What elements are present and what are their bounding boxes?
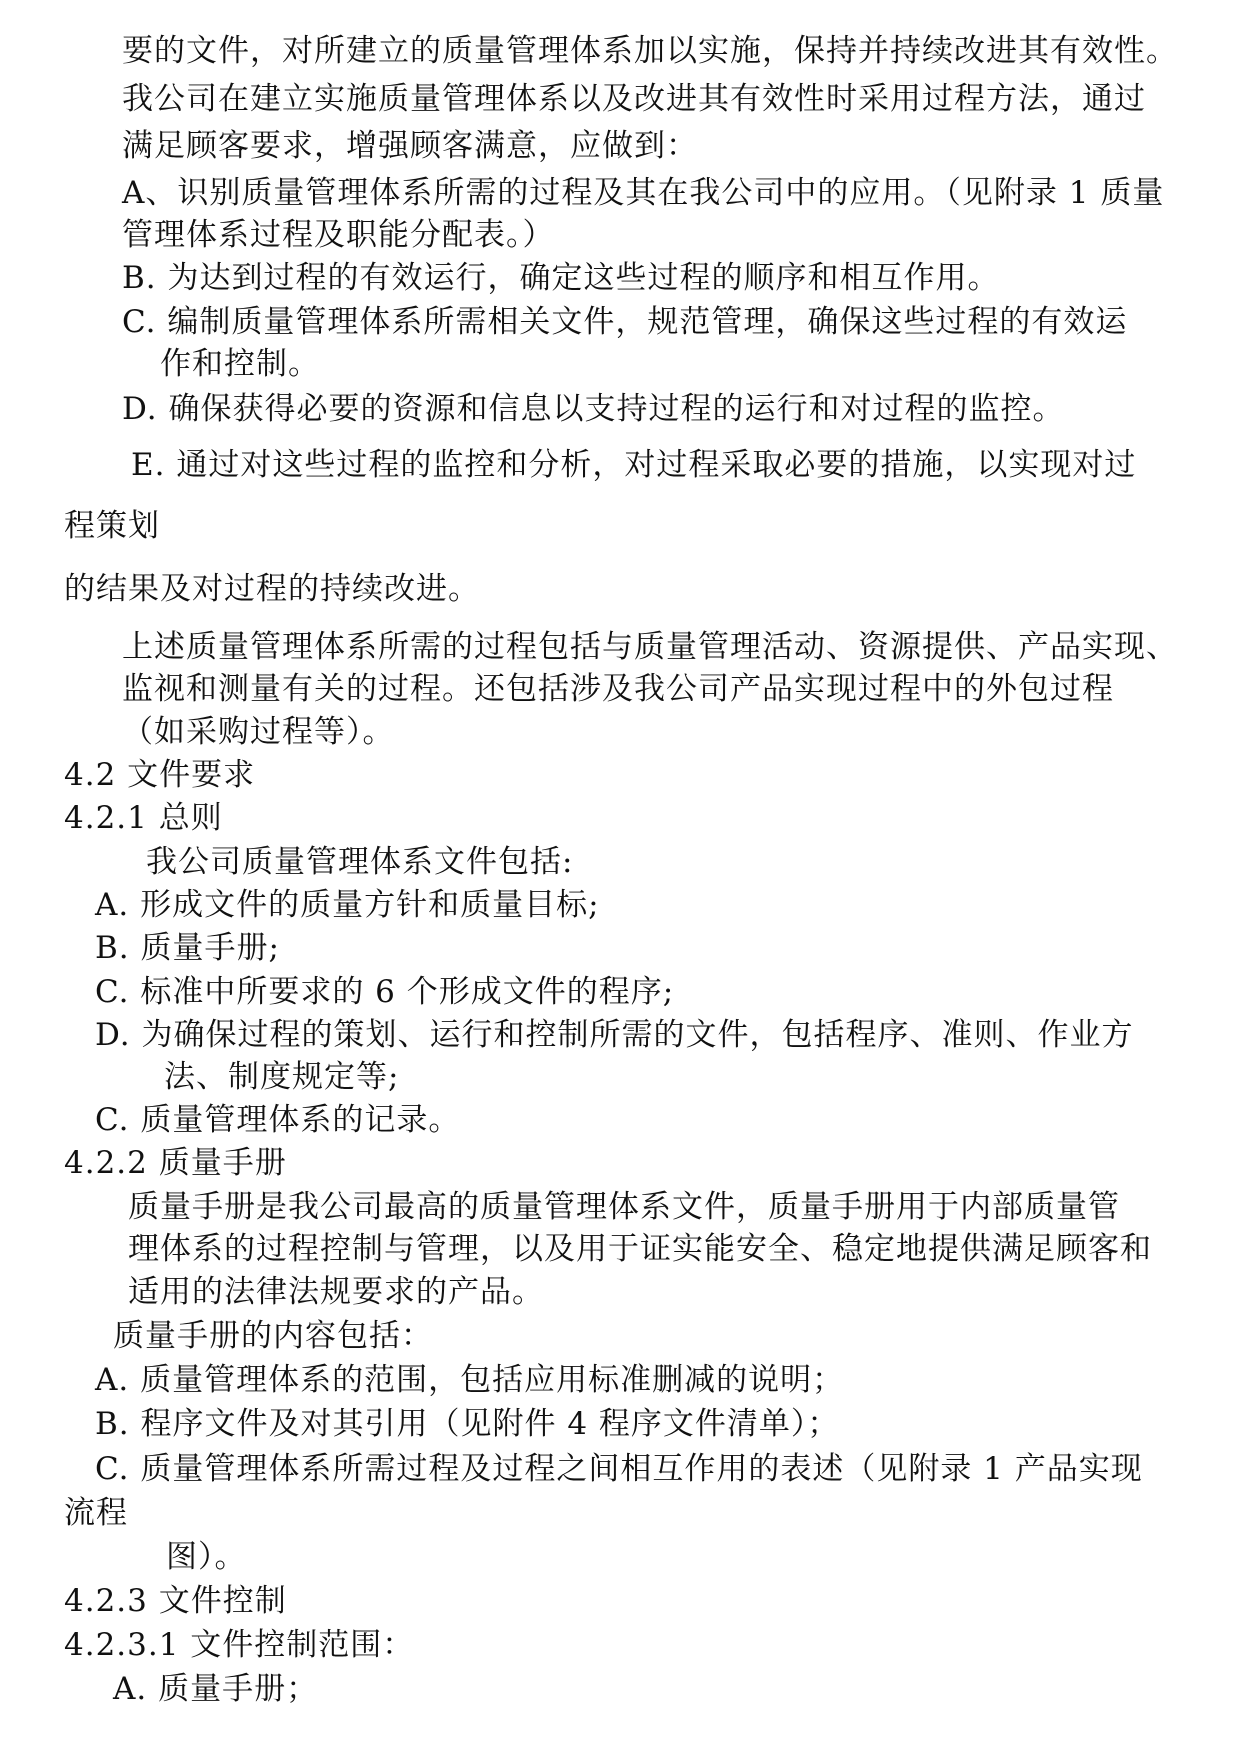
text-line: 我公司在建立实施质量管理体系以及改进其有效性时采用过程方法，通过 [122, 81, 1146, 117]
section-heading: 4.2.3.1 文件控制范围： [64, 1627, 415, 1663]
text-line: 质量手册的内容包括： [113, 1318, 433, 1354]
text-line: D. 为确保过程的策划、运行和控制所需的文件，包括程序、准则、作业方 [95, 1017, 1134, 1053]
section-heading: 4.2.3 文件控制 [64, 1583, 287, 1619]
text-line: C. 编制质量管理体系所需相关文件，规范管理，确保这些过程的有效运 [122, 304, 1128, 340]
text-line: 上述质量管理体系所需的过程包括与质量管理活动、资源提供、产品实现、 [122, 629, 1178, 665]
text-line: 管理体系过程及职能分配表。） [122, 217, 555, 253]
text-line: 满足顾客要求，增强顾客满意，应做到： [122, 128, 698, 164]
text-line: C. 标准中所要求的 6 个形成文件的程序; [95, 974, 675, 1010]
text-line: 的结果及对过程的持续改进。 [64, 571, 480, 607]
text-line: 理体系的过程控制与管理，以及用于证实能安全、稳定地提供满足顾客和 [128, 1231, 1152, 1267]
text-line: 作和控制。 [160, 346, 320, 382]
text-line: （如采购过程等）。 [122, 714, 395, 750]
text-line: A. 质量手册； [113, 1671, 319, 1707]
text-line: C. 质量管理体系所需过程及过程之间相互作用的表述（见附录 1 产品实现 [95, 1451, 1143, 1487]
text-line: 法、制度规定等; [164, 1059, 400, 1095]
text-line: A、识别质量管理体系所需的过程及其在我公司中的应用。（见附录 1 质量 [122, 175, 1165, 211]
text-line: E. 通过对这些过程的监控和分析，对过程采取必要的措施，以实现对过 [131, 447, 1137, 483]
text-line: A. 形成文件的质量方针和质量目标; [95, 887, 600, 923]
section-heading: 4.2 文件要求 [64, 757, 256, 793]
text-line: 适用的法律法规要求的产品。 [128, 1274, 544, 1310]
text-line: D. 确保获得必要的资源和信息以支持过程的运行和对过程的监控。 [122, 391, 1065, 427]
text-line: 流程 [64, 1495, 128, 1531]
text-line: B. 程序文件及对其引用（见附件 4 程序文件清单）； [95, 1406, 840, 1442]
text-line: C. 质量管理体系的记录。 [95, 1102, 461, 1138]
text-line: 质量手册是我公司最高的质量管理体系文件，质量手册用于内部质量管 [128, 1189, 1120, 1225]
text-line: 程策划 [64, 508, 160, 544]
text-line: B. 为达到过程的有效运行，确定这些过程的顺序和相互作用。 [122, 260, 1000, 296]
text-line: 图）。 [166, 1539, 247, 1575]
section-heading: 4.2.1 总则 [64, 800, 223, 836]
section-heading: 4.2.2 质量手册 [64, 1145, 287, 1181]
text-line: A. 质量管理体系的范围，包括应用标准删减的说明； [95, 1362, 845, 1398]
text-line: B. 质量手册; [95, 930, 280, 966]
text-line: 要的文件，对所建立的质量管理体系加以实施，保持并持续改进其有效性。 [122, 33, 1178, 69]
text-line: 监视和测量有关的过程。还包括涉及我公司产品实现过程中的外包过程 [122, 671, 1114, 707]
text-line: 我公司质量管理体系文件包括: [146, 844, 574, 880]
